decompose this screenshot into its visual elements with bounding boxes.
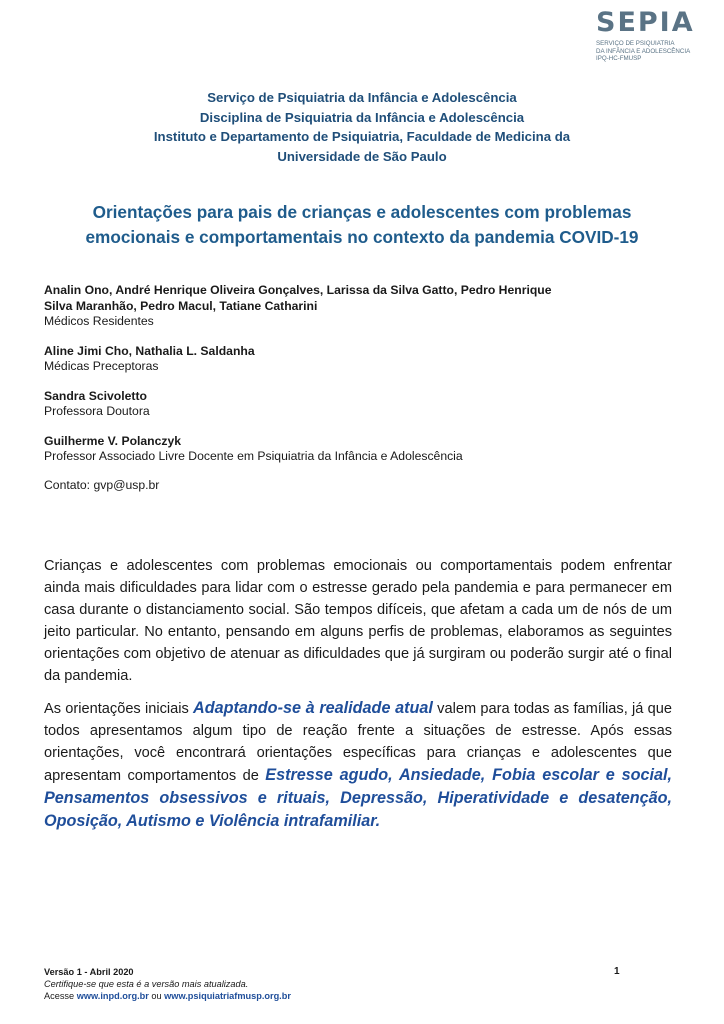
institution-header — [60, 88, 664, 166]
author-role: Médicas Preceptoras — [44, 359, 159, 373]
access-prefix: Acesse — [44, 991, 77, 1001]
sepia-logo — [596, 8, 714, 63]
institution-line: Serviço de Psiquiatria da Infância e Adolescência — [207, 90, 517, 105]
author-role: Professor Associado Livre Docente em Psiquiatria da Infância e Adolescência — [44, 449, 463, 463]
version-label: Versão 1 - Abril 2020 — [44, 967, 134, 977]
author-group — [44, 344, 684, 375]
page-number: 1 — [614, 966, 620, 977]
contact-line: Contato: gvp@usp.br — [44, 477, 160, 492]
author-group — [44, 389, 684, 420]
access-or: ou — [148, 991, 165, 1001]
highlight-adaptation: Adaptando-se à realidade atual — [193, 699, 433, 717]
title-line: Orientações para pais de crianças e adolescentes com problemas — [92, 202, 632, 222]
author-names: Guilherme V. Polanczyk — [44, 433, 182, 448]
author-names: Silva Maranhão, Pedro Macul, Tatiane Catharini — [44, 298, 318, 313]
author-role: Professora Doutora — [44, 404, 150, 418]
inpd-link[interactable]: www.inpd.org.br — [76, 991, 149, 1001]
author-names: Analin Ono, André Henrique Oliveira Gonçalves, Larissa da Silva Gatto, Pedro Henrique — [44, 283, 552, 297]
access-line — [44, 990, 684, 1002]
institution-line: Instituto e Departamento de Psiquiatria, Faculdade de Medicina da — [153, 129, 571, 144]
intro-paragraph: Crianças e adolescentes com problemas emocionais ou comportamentais podem enfrentar ainda mais dificuldades para lidar com o estresse gerado pela pandemia e para permanecer em casa durante o distanciamento social. São tempos difíceis, que afetam a cada um de nós de um jeito particular. No entanto, pensando em alguns perfis de problemas, elaboramos as seguintes orientações com objetivo de atenuar as dificuldades que já surgiram ou poderão surgir até o final da pandemia. — [44, 558, 672, 684]
authors-section — [44, 283, 684, 493]
author-group — [44, 283, 684, 330]
author-names: Aline Jimi Cho, Nathalia L. Saldanha — [44, 343, 255, 358]
paragraph-text: valem para todas as famílias, já que todos apresentamos algum tipo de reação frente a situações de estresse. Após essas orientações, você encontrará orientações específicas para crianças e adolescentes que apresentam comportamentos de — [44, 701, 672, 784]
psiquiatria-link[interactable]: www.psiquiatriafmusp.org.br — [164, 991, 291, 1001]
logo-wordmark: SEPIA — [596, 7, 695, 38]
update-note: Certifique-se que esta é a versão mais atualizada. — [44, 979, 249, 989]
document-title — [40, 200, 684, 250]
page-footer — [44, 966, 684, 1002]
title-line: emocionais e comportamentais no contexto da pandemia COVID-19 — [85, 227, 639, 247]
logo-subtitle-line: IPQ-HC-FMUSP — [596, 55, 642, 62]
author-role: Médicos Residentes — [44, 314, 154, 328]
author-names: Sandra Scivoletto — [44, 388, 147, 403]
body-text — [44, 555, 672, 843]
institution-line: Disciplina de Psiquiatria da Infância e Adolescência — [199, 109, 525, 125]
logo-subtitle-line: SERVIÇO DE PSIQUIATRIA — [596, 40, 675, 47]
paragraph-text: As orientações iniciais — [44, 701, 194, 717]
highlight-topics: Estresse agudo, Ansiedade, Fobia escolar e social, Pensamentos obsessivos e rituais, Depressão, Hiperatividade e desatenção, Oposição, Autismo e Violência intrafamiliar. — [44, 766, 673, 830]
author-group — [44, 434, 684, 465]
logo-subtitle — [596, 40, 714, 63]
guidance-paragraph — [44, 697, 672, 833]
logo-subtitle-line: DA INFÂNCIA E ADOLESCÊNCIA — [596, 47, 691, 55]
institution-line: Universidade de São Paulo — [277, 148, 447, 164]
